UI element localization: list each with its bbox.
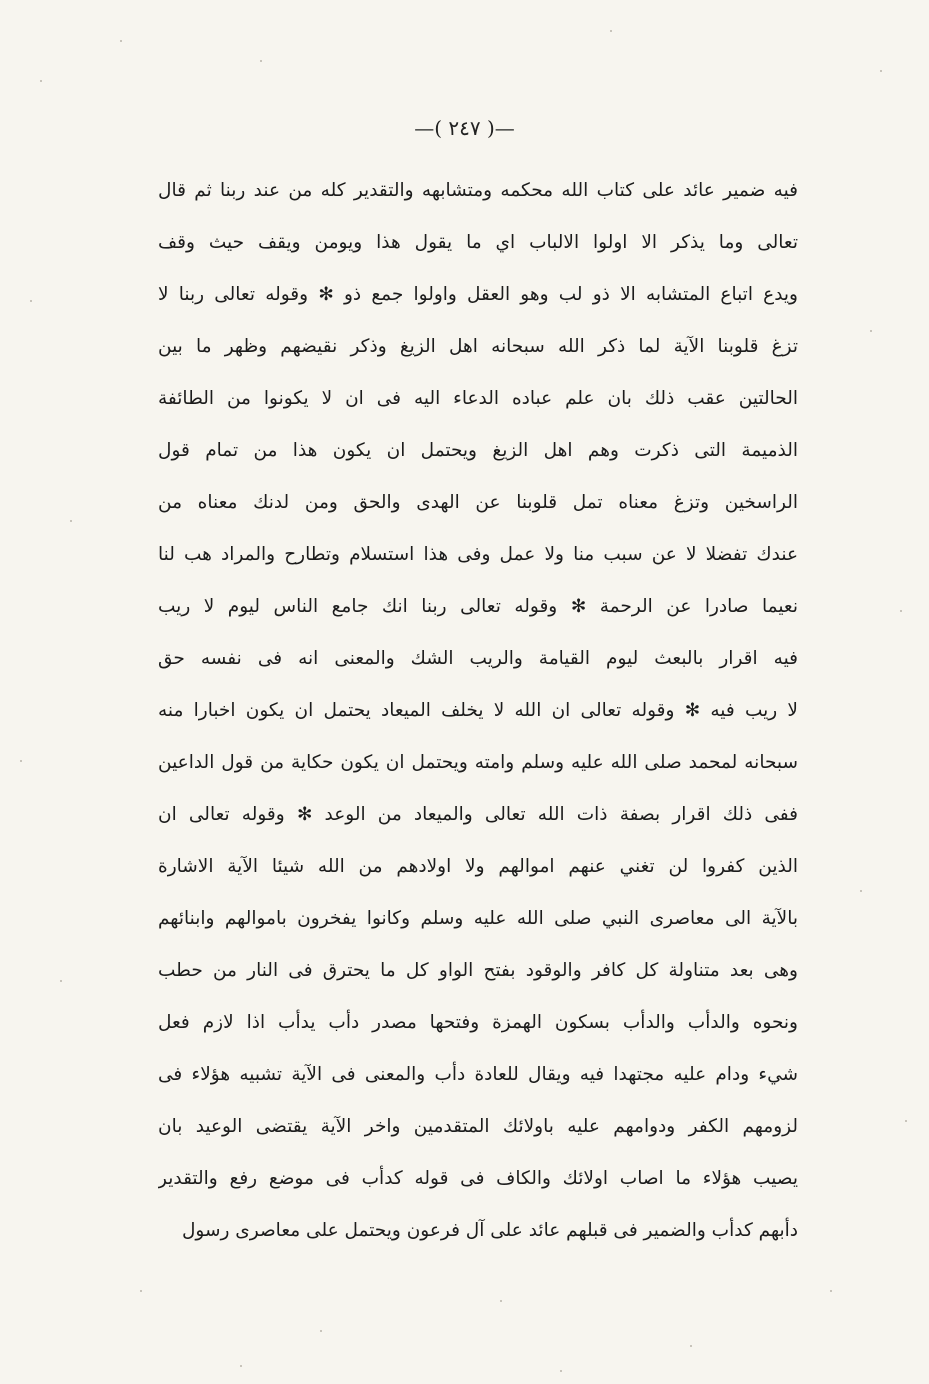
paper-speck <box>860 890 862 892</box>
text-line: دأبهم كدأب والضمير فى قبلهم عائد على آل فرعون ويحتمل على معاصرى رسول <box>181 1220 798 1241</box>
text-line: نعيما صادرا عن الرحمة ✻ وقوله تعالى ربنا انك جامع الناس ليوم لا ريب <box>158 596 798 617</box>
page-number: —( ٢٤٧ )— <box>414 116 515 140</box>
paper-speck <box>70 520 72 522</box>
paper-speck <box>560 1370 562 1372</box>
paper-speck <box>880 70 882 72</box>
text-line: بالآية الى معاصرى النبي صلى الله عليه وسلم وكانوا يفخرون باموالهم وابنائهم <box>158 908 798 929</box>
text-line: تزغ قلوبنا الآية لما ذكر الله سبحانه اهل الزيغ وذكر نقيضهم وظهر ما بين <box>158 336 798 357</box>
paper-speck <box>610 30 612 32</box>
text-line: تعالى وما يذكر الا اولوا الالباب اي ما يقول هذا ويومن ويقف حيث وقف <box>158 232 798 253</box>
body-text <box>158 165 798 1257</box>
paper-speck <box>870 330 872 332</box>
text-line: لا ريب فيه ✻ وقوله تعالى ان الله لا يخلف الميعاد يحتمل ان يكون اخبارا منه <box>158 700 798 721</box>
paper-speck <box>320 1330 322 1332</box>
paper-speck <box>690 1345 692 1347</box>
paper-speck <box>30 300 32 302</box>
paper-speck <box>830 1290 832 1292</box>
text-line: سبحانه لمحمد صلى الله عليه وسلم وامته ويحتمل ان يكون حكاية من قول الداعين <box>158 752 798 773</box>
paper-speck <box>60 980 62 982</box>
paper-speck <box>20 760 22 762</box>
text-line: عندك تفضلا لا عن سبب منا ولا عمل وفى هذا استسلام وتطارح والمراد هب لنا <box>158 544 798 565</box>
paper-speck <box>240 1365 242 1367</box>
paper-speck <box>40 80 42 82</box>
text-line: ويدع اتباع المتشابه الا ذو لب وهو العقل واولوا جمع ذو ✻ وقوله تعالى ربنا لا <box>158 284 798 305</box>
text-line: ففى ذلك اقرار بصفة ذات الله تعالى والميعاد من الوعد ✻ وقوله تعالى ان <box>158 804 798 825</box>
paper-speck <box>900 610 902 612</box>
text-line: الحالتين عقب ذلك بان علم عباده الدعاء اليه فى ان لا يكونوا من الطائفة <box>158 388 798 409</box>
paper-speck <box>500 1300 502 1302</box>
paper-speck <box>140 1290 142 1292</box>
paper-speck <box>905 1120 907 1122</box>
text-line: الذين كفروا لن تغني عنهم اموالهم ولا اولادهم من الله شيئا الآية الاشارة <box>158 856 798 877</box>
text-line: الراسخين وتزغ معناه تمل قلوبنا عن الهدى والحق ومن لدنك معناه من <box>158 492 798 513</box>
text-line: يصيب هؤلاء ما اصاب اولائك والكاف فى قوله كدأب فى موضع رفع والتقدير <box>158 1168 798 1189</box>
paper-speck <box>120 40 122 42</box>
text-line: ونحوه والدأب والدأب بسكون الهمزة وفتحها مصدر دأب يدأب اذا لازم فعل <box>158 1012 798 1033</box>
text-line: فيه اقرار بالبعث ليوم القيامة والريب الشك والمعنى انه فى نفسه حق <box>158 648 798 669</box>
text-line: لزومهم الكفر ودوامهم عليه باولائك المتقدمين واخر الآية يقتضى الوعيد بان <box>158 1116 798 1137</box>
text-line: شيء ودام عليه مجتهدا فيه ويقال للعادة دأب والمعنى فى الآية تشبيه هؤلاء فى <box>158 1064 798 1085</box>
text-line: فيه ضمير عائد على كتاب الله محكمه ومتشابهه والتقدير كله من عند ربنا ثم قال <box>158 180 798 201</box>
text-line: وهى بعد متناولة كل كافر والوقود بفتح الواو كل ما يحترق فى النار من حطب <box>158 960 798 981</box>
text-line: الذميمة التى ذكرت وهم اهل الزيغ ويحتمل ان يكون هذا من تمام قول <box>158 440 798 461</box>
paper-speck <box>260 60 262 62</box>
